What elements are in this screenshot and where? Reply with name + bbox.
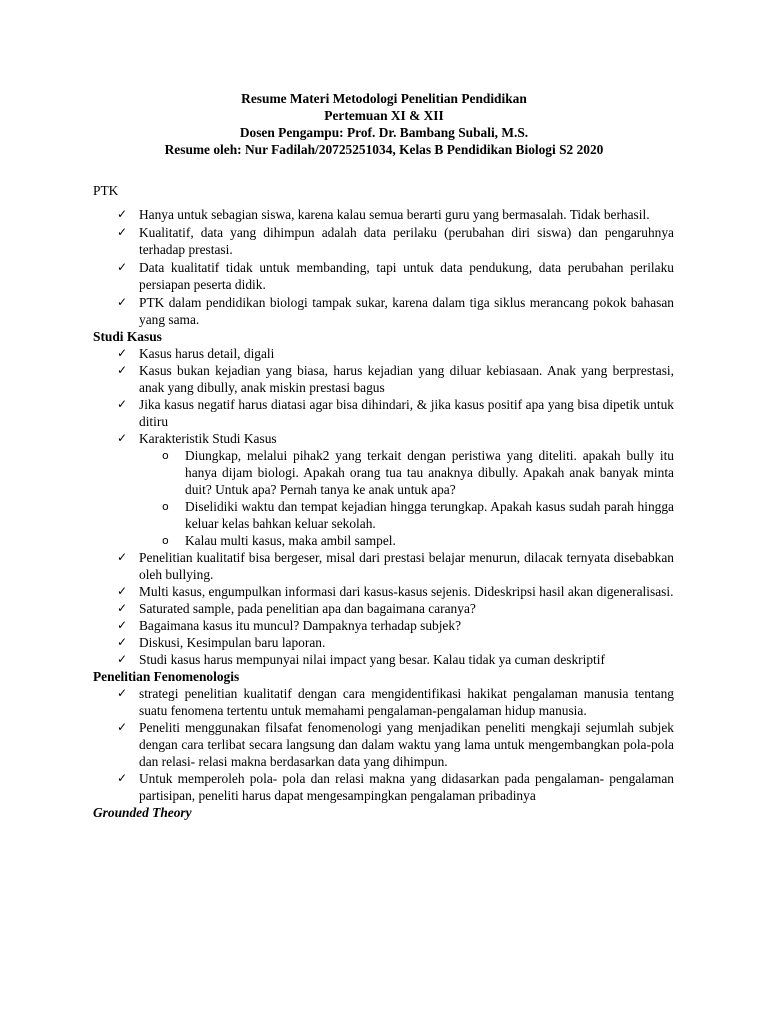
check-icon: ✓ bbox=[117, 207, 128, 221]
check-icon: ✓ bbox=[117, 260, 128, 274]
sub-list-item: o Diselidiki waktu dan tempat kejadian hingga terungkap. Apakah kasus sudah parah hingga keluar kelas bahkan keluar sekolah. bbox=[162, 499, 674, 531]
check-icon: ✓ bbox=[117, 635, 128, 649]
check-icon: ✓ bbox=[117, 397, 128, 411]
check-icon: ✓ bbox=[117, 363, 128, 377]
check-icon: ✓ bbox=[117, 601, 128, 615]
check-icon: ✓ bbox=[117, 550, 128, 564]
check-icon: ✓ bbox=[117, 295, 128, 309]
circle-bullet-icon: o bbox=[162, 500, 169, 513]
check-icon: ✓ bbox=[117, 720, 128, 734]
list-item: ✓ PTK dalam pendidikan biologi tampak sukar, karena dalam tiga siklus merancang pokok bahasan yang sama. bbox=[117, 295, 674, 327]
check-icon: ✓ bbox=[117, 225, 128, 239]
list-item: ✓ Untuk memperoleh pola- pola dan relasi makna yang didasarkan pada pengalaman- pengalaman partisipan, peneliti harus dapat mengesampingkan pengalaman pribadinya bbox=[117, 771, 674, 803]
list-item: ✓ Kasus bukan kejadian yang biasa, harus kejadian yang diluar kebiasaan. Anak yang berprestasi, anak yang dibully, anak miskin prestasi bagus bbox=[117, 363, 674, 395]
list-item: ✓ Data kualitatif tidak untuk membanding, tapi untuk data pendukung, data perubahan perilaku persiapan peserta didik. bbox=[117, 260, 674, 292]
list-item: ✓ strategi penelitian kualitatif dengan cara mengidentifikasi hakikat pengalaman manusia tentang suatu fenomena tertentu untuk memahami pengalaman-pengalaman hidup manusia. bbox=[117, 686, 674, 718]
header-author: Resume oleh: Nur Fadilah/20725251034, Kelas B Pendidikan Biologi S2 2020 bbox=[164, 142, 604, 157]
check-icon: ✓ bbox=[117, 771, 128, 785]
document-header bbox=[0, 90, 768, 158]
check-icon: ✓ bbox=[117, 652, 128, 666]
circle-bullet-icon: o bbox=[162, 449, 169, 462]
studi-kasus-list-a bbox=[93, 345, 674, 668]
list-item: ✓ Hanya untuk sebagian siswa, karena kalau semua berarti guru yang bermasalah. Tidak berhasil. bbox=[117, 207, 650, 222]
list-item: ✓ Penelitian kualitatif bisa bergeser, misal dari prestasi belajar menurun, dilacak ternyata disebabkan oleh bullying. bbox=[117, 550, 674, 582]
check-icon: ✓ bbox=[117, 584, 128, 598]
header-lecturer: Dosen Pengampu: Prof. Dr. Bambang Subali, M.S. bbox=[239, 125, 529, 140]
karakteristik-sublist bbox=[93, 447, 674, 549]
check-icon: ✓ bbox=[117, 618, 128, 632]
list-item: ✓ Karakteristik Studi Kasus o Diungkap, melalui pihak2 yang terkait dengan peristiwa yang diteliti. apakah bully itu hanya dijam biologi. Apakah orang tua tau anaknya dibully. Apakah anak banyak minta duit? Untuk apa? Pernah tanya ke anak untuk apa? o Diselidiki waktu dan tempat kejadian hingga terungkap. Apakah kasus sudah parah hingga keluar kelas bahkan keluar sekolah. o Kalau multi kasus, maka ambil sampel. bbox=[93, 430, 674, 549]
list-item: ✓ Bagaimana kasus itu muncul? Dampaknya terhadap subjek? bbox=[117, 618, 462, 633]
sub-list-item: o Diungkap, melalui pihak2 yang terkait dengan peristiwa yang diteliti. apakah bully itu hanya dijam biologi. Apakah orang tua tau anaknya dibully. Apakah anak banyak minta duit? Untuk apa? Pernah tanya ke anak untuk apa? bbox=[162, 448, 674, 497]
check-icon: ✓ bbox=[117, 346, 128, 360]
list-item: ✓ Kualitatif, data yang dihimpun adalah data perilaku (perubahan diri siswa) dan pengaruhnya terhadap prestasi. bbox=[117, 225, 674, 257]
list-item: ✓ Jika kasus negatif harus diatasi agar bisa dihindari, & jika kasus positif apa yang bisa dipetik untuk ditiru bbox=[117, 397, 674, 429]
list-item: ✓ Kasus harus detail, digali bbox=[117, 346, 275, 361]
section-title-grounded-theory: Grounded Theory bbox=[93, 805, 192, 820]
list-item: ✓ Multi kasus, engumpulkan informasi dari kasus-kasus sejenis. Dideskripsi hasil akan digeneralisasi. bbox=[117, 584, 674, 599]
section-title-studi-kasus: Studi Kasus bbox=[93, 329, 162, 344]
circle-bullet-icon: o bbox=[162, 534, 169, 547]
list-item: ✓ Studi kasus harus mempunyai nilai impact yang besar. Kalau tidak ya cuman deskriptif bbox=[117, 652, 605, 667]
section-title-fenomenologis: Penelitian Fenomenologis bbox=[93, 669, 240, 684]
check-icon: ✓ bbox=[117, 686, 128, 700]
section-title-ptk: PTK bbox=[93, 183, 119, 198]
header-meeting: Pertemuan XI & XII bbox=[324, 108, 444, 123]
list-item: ✓ Diskusi, Kesimpulan baru laporan. bbox=[117, 635, 326, 650]
list-item: ✓ Saturated sample, pada penelitian apa dan bagaimana caranya? bbox=[117, 601, 476, 616]
sub-list-item: o Kalau multi kasus, maka ambil sampel. bbox=[162, 533, 396, 548]
fenomenologis-list bbox=[93, 685, 674, 804]
ptk-list bbox=[93, 206, 674, 328]
document-body bbox=[93, 206, 674, 821]
list-item: ✓ Peneliti menggunakan filsafat fenomenologi yang menjadikan peneliti mengkaji sejumlah subjek dengan cara terlibat secara langsung dan dalam waktu yang lama untuk mengembangkan pola-pola dan relasi- relasi makna berdasarkan data yang dihimpun. bbox=[117, 720, 674, 769]
header-title: Resume Materi Metodologi Penelitian Pendidikan bbox=[241, 91, 527, 106]
check-icon: ✓ bbox=[117, 431, 128, 445]
